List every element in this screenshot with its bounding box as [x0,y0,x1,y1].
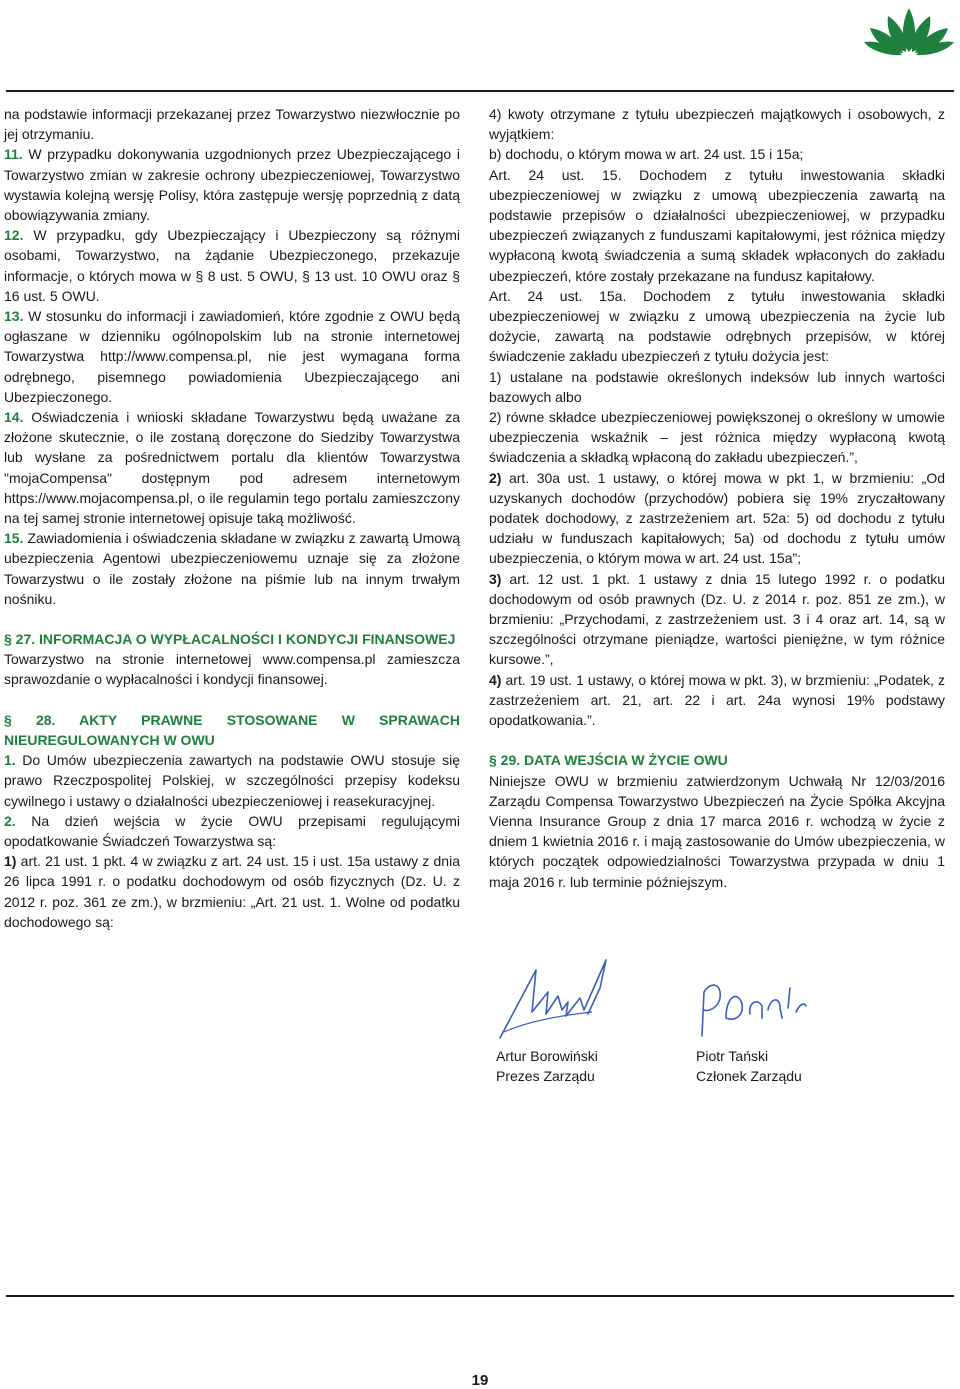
paragraph-continuation: na podstawie informacji przekazanej przez Towarzystwo niezwłocznie po jej otrzymaniu. [4,106,460,143]
paragraph-12: 12. W przypadku, gdy Ubezpieczający i Ubezpieczony są różnymi osobami, Towarzystwo, na żądanie Ubezpieczonego, przekazuje informacje, o których mowa w § 8 ust. 5 OWU, § 13 ust. 10 OWU oraz § 16 ust. 5 OWU. [4,227,460,304]
paragraph-13: 13. W stosunku do informacji i zawiadomień, które zgodnie z OWU będą ogłaszane w dzienniku ogólnopolskim lub na stronie internetowej Towarzystwa http://www.compensa.pl, nie jest wymagana forma odrębnego, pisemnego powiadomienia Ubezpieczającego ani Ubezpieczonego. [4,308,460,405]
paragraph-15: 15. Zawiadomienia i oświadczenia składane w związku z zawartą Umową ubezpieczenia Agentowi ubezpieczeniowemu uznaje się za złożone Towarzystwu o ile zostały złożone na piśmie lub na innym trwałym nośniku. [4,530,460,607]
paragraph-r1: 4) kwoty otrzymane z tytułu ubezpieczeń majątkowych i osobowych, z wyjątkiem: [489,106,945,143]
bottom-divider [6,1295,954,1297]
left-column [4,104,460,932]
signatory-name: Artur Borowiński [496,1048,598,1064]
paragraph-r5: 1) ustalane na podstawie określonych indeksów lub innych wartości bazowych albo [489,368,945,405]
item-number: 2) [489,469,502,486]
item-number: 14. [4,409,24,426]
paragraph-28-2: 2. Na dzień wejścia w życie OWU przepisami regulującymi opodatkowanie Świadczeń Towarzystwa są: [4,812,460,849]
handwritten-signature-2 [696,952,846,1042]
item-number: 1. [4,752,16,769]
paragraph-27: Towarzystwo na stronie internetowej www.compensa.pl zamieszcza sprawozdanie o wypłacalności i kondycji finansowej. [4,651,460,688]
paragraph-28-2-1: 1) art. 21 ust. 1 pkt. 4 w związku z art. 24 ust. 15 i ust. 15a ustawy z dnia 26 lipca 1991 r. o podatku dochodowym od osób fizycznych (Dz. U. z 2012 r. poz. 361 ze zm.), w brzmieniu: „Art. 21 ust. 1. Wolne od podatku dochodowego są: [4,853,460,930]
section-heading-28: § 28. AKTY PRAWNE STOSOWANE W SPRAWACH NIEUREGULOWANYCH W OWU [4,711,460,748]
section-heading-29: § 29. DATA WEJŚCIA W ŻYCIE OWU [489,752,728,769]
signature-block-2 [696,952,936,1086]
item-number: 1) [4,853,17,870]
item-number: 3) [489,570,502,587]
signatory-role: Członek Zarządu [696,1068,802,1084]
item-number: 12. [4,227,24,244]
paragraph-11: 11. W przypadku dokonywania uzgodnionych przez Ubezpieczającego i Towarzystwo zmian w zakresie ochrony ubezpieczeniowej, Towarzystwo wystawia kolejną wersję Polisy, która zastępuje wersję poprzednią z datą obowiązywania zmiany. [4,146,460,224]
handwritten-signature-1 [496,952,646,1042]
paragraph-r3: Art. 24 ust. 15. Dochodem z tytułu inwestowania składki ubezpieczeniowej w związku z umową ubezpieczenia zawartą na podstawie przepisów o działalności ubezpieczeniowej, w przypadku ubezpieczeń związanych z funduszami kapitałowymi, jest różnica między wypłaconą kwotą świadczenia a sumą składek wpłaconych do zakładu ubezpieczeń, które zostały przekazane na fundusz kapitałowy. [489,166,945,284]
paragraph-r9: 4) art. 19 ust. 1 ustawy, o której mowa w pkt. 3), w brzmieniu: „Podatek, z zastrzeżeniem art. 21, art. 22 i art. 24a wynosi 19% podstawy opodatkowania.”. [489,671,945,729]
paragraph-r2: b) dochodu, o którym mowa w art. 24 ust. 15 i 15a; [489,146,804,163]
paragraph-14: 14. Oświadczenia i wnioski składane Towarzystwu będą uważane za złożone skutecznie, o ile zostaną doręczone do Siedziby Towarzystwa lub wysłane za pośrednictwem portalu dla klientów Towarzystwa "mojaCompensa" dostępnym pod adresem internetowym https://www.mojacompensa.pl, o ile regulamin tego portalu zamieszczony na tej samej stronie internetowej opisuje taką możliwość. [4,409,460,527]
paragraph-r7: 2) art. 30a ust. 1 ustawy, o której mowa w pkt 1, w brzmieniu: „Od uzyskanych dochodów (przychodów) pobiera się 19% zryczałtowany podatek dochodowy, z zastrzeżeniem art. 52a: 5) od dochodu z tytułu udziału w funduszach kapitałowych; 5a) od dochodu z tytułu umów ubezpieczenia, o którym mowa w art. 24 ust. 15a”; [489,469,945,567]
green-fan-logo [862,4,956,56]
item-number: 4) [489,671,502,688]
paragraph-r4: Art. 24 ust. 15a. Dochodem z tytułu inwestowania składki ubezpieczeniowej w związku z umową ubezpieczenia na życie lub dożycie, zawartą na podstawie odrębnych przepisów, w której świadczenie zakładu ubezpieczeń z tytułu dożycia jest: [489,287,945,365]
page-number: 19 [471,1372,489,1389]
item-number: 11. [4,146,23,163]
top-divider [6,90,954,92]
item-number: 13. [4,308,24,325]
paragraph-29: Niniejsze OWU w brzmieniu zatwierdzonym Uchwałą Nr 12/03/2016 Zarządu Compensa Towarzystwo Ubezpieczeń na Życie Spółka Akcyjna Vienna Insurance Group z dnia 17 marca 2016 r. wchodzą w życie z dniem 1 kwietnia 2016 r. i mają zastosowanie do Umów ubezpieczenia, w których początek odpowiedzialności Towarzystwa przypada w dniu 1 maja 2016 r. lub terminie późniejszym. [489,772,945,890]
signatory-role: Prezes Zarządu [496,1068,595,1084]
section-heading-27: § 27. INFORMACJA O WYPŁACALNOŚCI I KONDYCJI FINANSOWEJ [4,631,456,648]
item-number: 2. [4,812,16,829]
paragraph-r8: 3) art. 12 ust. 1 pkt. 1 ustawy z dnia 15 lutego 1992 r. o podatku dochodowym od osób prawnych (Dz. U. z 2014 r. poz. 851 ze zm.), w brzmieniu: „Przychodami, z zastrzeżeniem ust. 3 i 4 oraz art. 14, są w szczególności otrzymane pieniądze, wartości pieniężne, w tym różnice kursowe.”, [489,570,945,668]
paragraph-28-1: 1. Do Umów ubezpieczenia zawartych na podstawie OWU stosuje się prawo Rzeczpospolitej Polskiej, w szczególności przepisy kodeksu cywilnego i ustawy o działalności ubezpieczeniowej i reasekuracyjnej. [4,752,460,809]
signatory-name: Piotr Tański [696,1048,769,1064]
paragraph-r6: 2) równe składce ubezpieczeniowej powiększonej o określony w umowie ubezpieczenia wskaźnik – jest różnica między wypłaconą kwotą świadczenia a składką wpłaconą do zakładu ubezpieczeń.”, [489,409,945,466]
item-number: 15. [4,530,24,547]
right-column [489,104,945,892]
